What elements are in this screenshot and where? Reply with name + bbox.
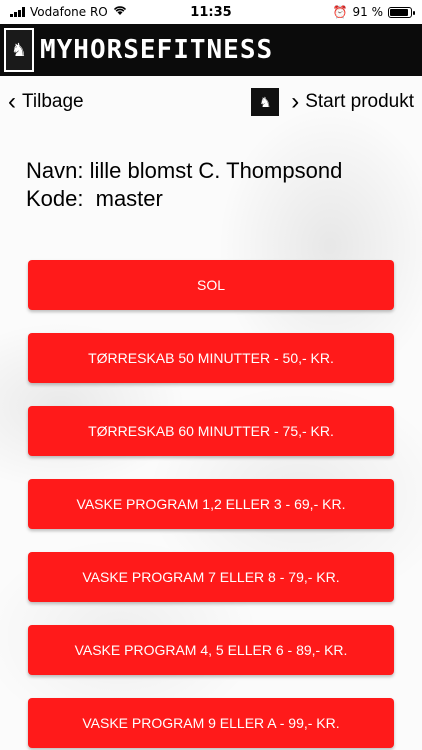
product-button-vaske-456[interactable]: VASKE PROGRAM 4, 5 ELLER 6 - 89,- KR. <box>28 625 394 675</box>
battery-fill <box>390 9 408 16</box>
start-product-button[interactable] <box>251 88 414 116</box>
product-button-vaske-123[interactable]: VASKE PROGRAM 1,2 ELLER 3 - 69,- KR. <box>28 479 394 529</box>
horse-logo-icon: ♞ <box>4 28 34 72</box>
name-row <box>26 157 342 185</box>
brand-header <box>0 24 422 76</box>
product-button-sol[interactable]: SOL <box>28 260 394 310</box>
alarm-icon: ⏰ <box>332 5 348 19</box>
carrier-name: Vodafone RO <box>30 5 108 19</box>
navigation-bar <box>0 84 422 120</box>
status-bar <box>0 0 422 24</box>
battery-icon <box>388 7 412 18</box>
status-right <box>333 5 412 19</box>
status-left <box>10 5 127 19</box>
product-list <box>28 260 394 750</box>
code-row <box>26 185 342 213</box>
product-button-toerreskab-50[interactable]: TØRRESKAB 50 MINUTTER - 50,- KR. <box>28 333 394 383</box>
back-label: Tilbage <box>22 91 84 112</box>
brand-title: MYHORSEFITNESS <box>40 35 274 65</box>
battery-percent: 91 % <box>352 5 383 19</box>
horse-logo-small-icon: ♞ <box>251 88 279 116</box>
code-value: master <box>95 186 163 211</box>
code-label: Kode: <box>26 186 84 211</box>
product-button-vaske-9a[interactable]: VASKE PROGRAM 9 ELLER A - 99,- KR. <box>28 698 394 748</box>
name-value: lille blomst C. Thompsond <box>89 158 343 183</box>
user-info <box>26 157 342 213</box>
start-label: Start produkt <box>305 91 414 112</box>
signal-icon <box>10 7 25 17</box>
chevron-right-icon: › <box>291 88 300 115</box>
wifi-icon <box>113 5 127 19</box>
status-time: 11:35 <box>190 4 232 20</box>
product-button-toerreskab-60[interactable]: TØRRESKAB 60 MINUTTER - 75,- KR. <box>28 406 394 456</box>
product-button-vaske-78[interactable]: VASKE PROGRAM 7 ELLER 8 - 79,- KR. <box>28 552 394 602</box>
back-button[interactable] <box>8 90 84 114</box>
name-label: Navn: <box>26 158 84 183</box>
chevron-left-icon: ‹ <box>8 88 16 115</box>
